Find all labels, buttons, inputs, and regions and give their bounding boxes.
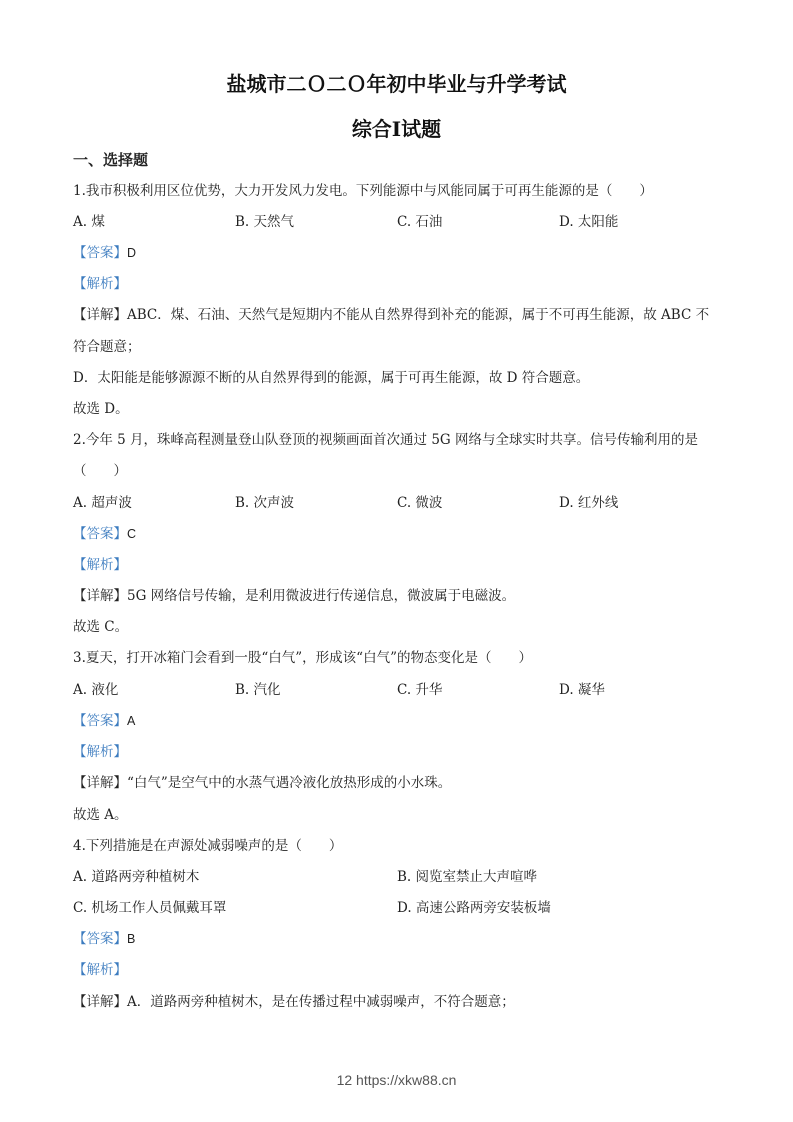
- question-3-option-c: C. 升华: [397, 682, 443, 698]
- question-3-option-a: A. 液化: [73, 682, 119, 698]
- answer-label: 【答案】: [73, 526, 127, 542]
- question-3-option-d: D. 凝华: [559, 682, 605, 698]
- question-4-option-a: A. 道路两旁种植树木: [73, 869, 200, 885]
- question-4-answer: [73, 930, 733, 948]
- question-2-analysis-label: 【解析】: [73, 557, 127, 573]
- question-2-stem-cont: （ ）: [73, 463, 127, 479]
- question-2-option-d: D. 红外线: [559, 495, 619, 511]
- question-3-detail-line: 故选 A。: [73, 807, 128, 823]
- question-1-option-c: C. 石油: [397, 214, 443, 230]
- question-3-options: [73, 681, 733, 699]
- question-1-stem: 1.我市积极利用区位优势，大力开发风力发电。下列能源中与风能同属于可再生能源的是（ ）: [73, 183, 653, 199]
- question-4-analysis-label: 【解析】: [73, 962, 127, 978]
- question-4-detail-line: 【详解】A．道路两旁种植树木，是在传播过程中减弱噪声，不符合题意；: [73, 994, 515, 1010]
- answer-value: D: [127, 246, 137, 260]
- question-3-analysis-label: 【解析】: [73, 744, 127, 760]
- question-4-options-row-1: [73, 868, 733, 886]
- question-2-options: [73, 494, 733, 512]
- question-2-detail-line: 故选 C。: [73, 619, 129, 635]
- question-4-option-d: D. 高速公路两旁安装板墙: [397, 900, 551, 916]
- question-3-detail-line: 【详解】“白气”是空气中的水蒸气遇冷液化放热形成的小水珠。: [73, 775, 452, 791]
- question-1-answer: [73, 244, 733, 262]
- question-2-option-a: A. 超声波: [73, 495, 132, 511]
- question-2-stem: 2.今年 5 月，珠峰高程测量登山队登顶的视频画面首次通过 5G 网络与全球实时共享。信号传输利用的是: [73, 432, 699, 448]
- question-4-options-row-2: [73, 899, 733, 917]
- question-2-option-c: C. 微波: [397, 495, 443, 511]
- question-3-option-b: B. 汽化: [235, 682, 281, 698]
- question-1-detail-line: D．太阳能是能够源源不断的从自然界得到的能源，属于可再生能源，故 D 符合题意。: [73, 370, 590, 386]
- answer-label: 【答案】: [73, 713, 127, 729]
- exam-subtitle: 综合Ⅰ试题: [351, 117, 442, 141]
- question-1-option-b: B. 天然气: [235, 214, 295, 230]
- question-1-option-d: D. 太阳能: [559, 214, 619, 230]
- question-4-stem: 4.下列措施是在声源处减弱噪声的是（ ）: [73, 838, 343, 854]
- exam-title: 盐城市二Ｏ二Ｏ年初中毕业与升学考试: [226, 72, 567, 96]
- question-2-option-b: B. 次声波: [235, 495, 295, 511]
- answer-label: 【答案】: [73, 931, 127, 947]
- question-1-option-a: A. 煤: [73, 214, 105, 230]
- answer-value: B: [127, 932, 136, 946]
- page-footer: 12 https://xkw88.cn: [336, 1072, 457, 1088]
- answer-value: C: [127, 527, 137, 541]
- answer-value: A: [127, 714, 136, 728]
- question-2-detail-line: 【详解】5G 网络信号传输，是利用微波进行传递信息，微波属于电磁波。: [73, 588, 516, 604]
- question-4-option-c: C. 机场工作人员佩戴耳罩: [73, 900, 227, 916]
- question-1-detail-line: 【详解】ABC．煤、石油、天然气是短期内不能从自然界得到补充的能源，属于不可再生能源，故 ABC 不: [73, 307, 710, 323]
- question-1-detail-line: 符合题意；: [73, 339, 141, 355]
- question-1-options: [73, 213, 733, 231]
- question-1-analysis-label: 【解析】: [73, 276, 127, 292]
- question-2-answer: [73, 525, 733, 543]
- question-4-option-b: B. 阅览室禁止大声喧哗: [397, 869, 538, 885]
- question-1-detail-line: 故选 D。: [73, 401, 129, 417]
- question-3-answer: [73, 712, 733, 730]
- section-heading: 一、选择题: [73, 151, 149, 169]
- answer-label: 【答案】: [73, 245, 127, 261]
- question-3-stem: 3.夏天，打开冰箱门会看到一股“白气”，形成该“白气”的物态变化是（ ）: [73, 650, 532, 666]
